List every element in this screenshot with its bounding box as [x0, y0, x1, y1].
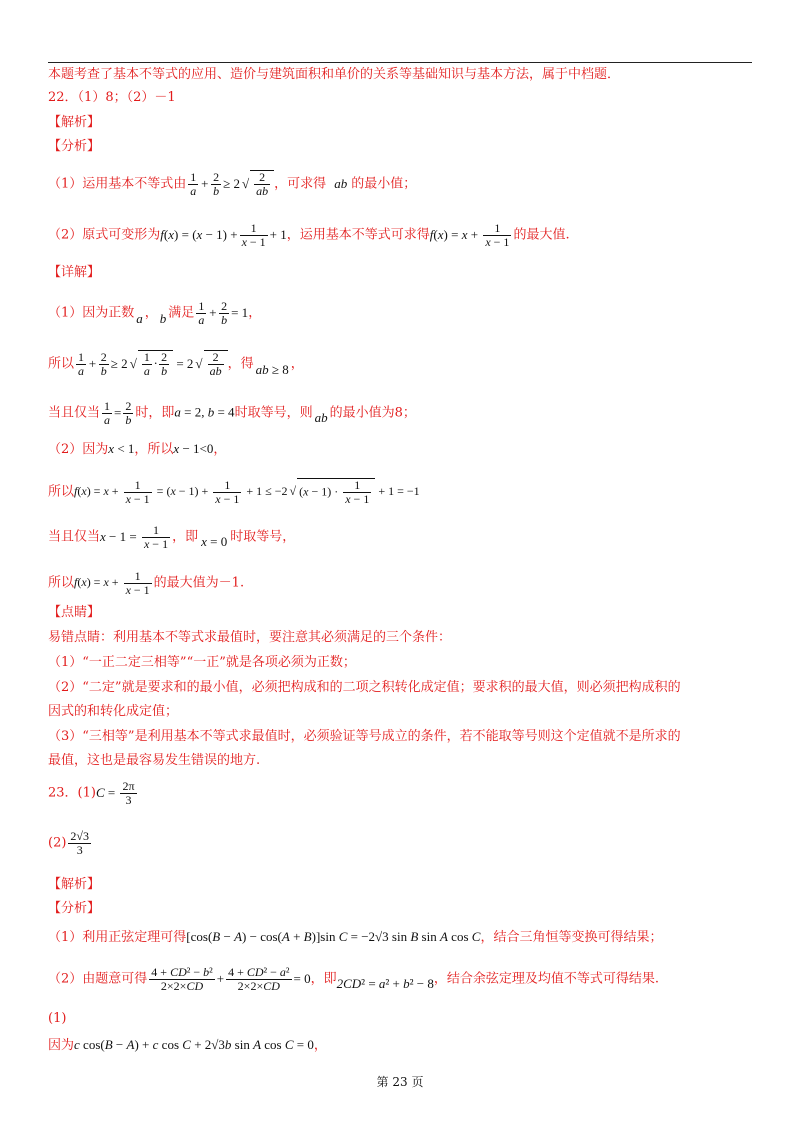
q22-fenxi-1: （1）运用基本不等式由 $\frac{1}{a}$ + $\frac{2}{b}$ ≥ 2 √ $\frac{2}{ab}$ ，可求得 ab 的最小值； [48, 170, 417, 199]
formula-fx-1: f(x) = x + $\frac{1}{x - 1}$ [429, 221, 510, 250]
q22-fenxi-2: （2）原式可变形为f(x) = (x − 1) + $\frac{1}{x - 1}$ + 1，运用基本不等式可求得f(x) = x + $\frac{1}{x - 1}$ 的最大值. [48, 221, 570, 250]
formula-inequality-2: $\frac{1}{a}$ + $\frac{2}{b}$ ≥ 2 √ $\frac{1}{a}$ · $\frac{2}{b}$ = 2 √ $\frac{2}{ab}$ [74, 356, 228, 371]
q23-jiexi-heading: 【解析】 [48, 877, 101, 892]
q22-detail-7: 所以f(x) = x + $\frac{1}{x - 1}$ 的最大值为－1. [48, 569, 245, 598]
q22-fenxi-heading: 【分析】 [48, 139, 101, 154]
q22-detail-3: 当且仅当 $\frac{1}{a}$ = $\frac{2}{b}$ 时，即a = 2, b = 4时取等号，则 ab 的最小值为8； [48, 399, 416, 428]
q22-answer: 22．（1）8；（2）－1 [48, 90, 176, 105]
q23-fenxi-heading: 【分析】 [48, 901, 101, 916]
q23-answer-1: 23．(1)C = $\frac{2\pi}{3}$ [48, 779, 135, 808]
q23-answer-2: (2) $\frac{2√3}{3}$ [48, 829, 90, 858]
q22-tip-1: （1）“一正二定三相等”“一正”就是各项必须为正数； [48, 655, 356, 670]
q22-tip-2b: 因式的和转化成定值； [48, 704, 179, 719]
q22-detail-5: 所以f(x) = x + $\frac{1}{x - 1}$ = (x − 1) + $\frac{1}{x - 1}$ + 1 ≤ −2 √ (x − 1) · $\frac{1}{x - 1}$ + 1 = −1 [48, 478, 420, 507]
q23-part-1: (1) [48, 1011, 67, 1026]
q22-jiexi-heading: 【解析】 [48, 115, 101, 130]
q22-xiangjie-heading: 【详解】 [48, 265, 101, 280]
formula-condition: $\frac{1}{a}$ + $\frac{2}{b}$ = 1 [198, 299, 249, 328]
q22-tip-3b: 最值，这也是最容易发生错误的地方. [48, 753, 261, 768]
q22-tip-2a: （2）“二定”就是要求和的最小值，必须把构成和的二项之积转化成定值；要求积的最大值，则必须把构成积的 [48, 680, 681, 695]
header-rule [48, 62, 752, 63]
page-footer: 第 23 页 [376, 1075, 424, 1089]
q22-tip-3a: （3）“三相等”是利用基本不等式求最值时，必须验证等号成立的条件，若不能取等号则这个定值就不是所求的 [48, 729, 681, 744]
q22-detail-6: 当且仅当x − 1 = $\frac{1}{x - 1}$ ，即 x = 0 时取等号， [48, 523, 296, 552]
formula-fx-max: f(x) = x + $\frac{1}{x - 1}$ = (x − 1) + $\frac{1}{x - 1}$ + 1 ≤ −2 √ (x − 1) · $\frac{1}{x - 1}$ + 1 = −1 [74, 478, 420, 507]
intro-note: 本题考查了基本不等式的应用、造价与建筑面积和单价的关系等基础知识与基本方法，属于中档题． [48, 67, 621, 82]
q23-fenxi-2: （2）由题意可得 $\frac{\text{4 + CD² − b²}}{2\times 2\times CD}$ + $\frac{\text{4 + CD² − a²}}{2\times 2\times CD}$ = 0，即2CD² = a² + b² − 8，结合余弦定理及均值不等式可得结果. [48, 965, 660, 994]
q22-tip-0: 易错点睛：利用基本不等式求最值时，要注意其必须满足的三个条件： [48, 630, 452, 645]
q22-detail-1: （1）因为正数 a ， b 满足 $\frac{1}{a}$ + $\frac{2}{b}$ = 1， [48, 299, 262, 328]
formula-given: c cos(B − A) + c cos C + 2√3b sin A cos C = 0 [74, 1037, 314, 1052]
q23-detail-1: 因为c cos(B − A) + c cos C + 2√3b sin A cos C = 0， [48, 1037, 327, 1053]
formula-inequality-1: $\frac{1}{a}$ + $\frac{2}{b}$ ≥ 2 √ $\frac{2}{ab}$ [186, 176, 274, 191]
q22-detail-2: 所以 $\frac{1}{a}$ + $\frac{2}{b}$ ≥ 2 √ $\frac{1}{a}$ · $\frac{2}{b}$ = 2 √ $\frac{2}{ab}$ ，得 ab ≥ 8 ， [48, 350, 304, 379]
formula-cd-equation: $\frac{\text{4 + CD² − b²}}{2\times 2\times CD}$ + $\frac{\text{4 + CD² − a²}}{2\times 2\times CD}$ = 0 [151, 965, 311, 994]
formula-fx-transform: f(x) = (x − 1) + $\frac{1}{x - 1}$ + 1 [160, 221, 287, 250]
q22-detail-4: （2）因为x < 1，所以x − 1<0， [48, 441, 227, 457]
q23-fenxi-1: （1）利用正弦定理可得[cos(B − A) − cos(A + B)]sin C = −2√3 sin B sin A cos C，结合三角恒等变换可得结果； [48, 929, 663, 945]
q22-dianjing-heading: 【点睛】 [48, 605, 101, 620]
formula-sine-law: [cos(B − A) − cos(A + B)]sin C = −2√3 sin B sin A cos C [186, 929, 481, 944]
